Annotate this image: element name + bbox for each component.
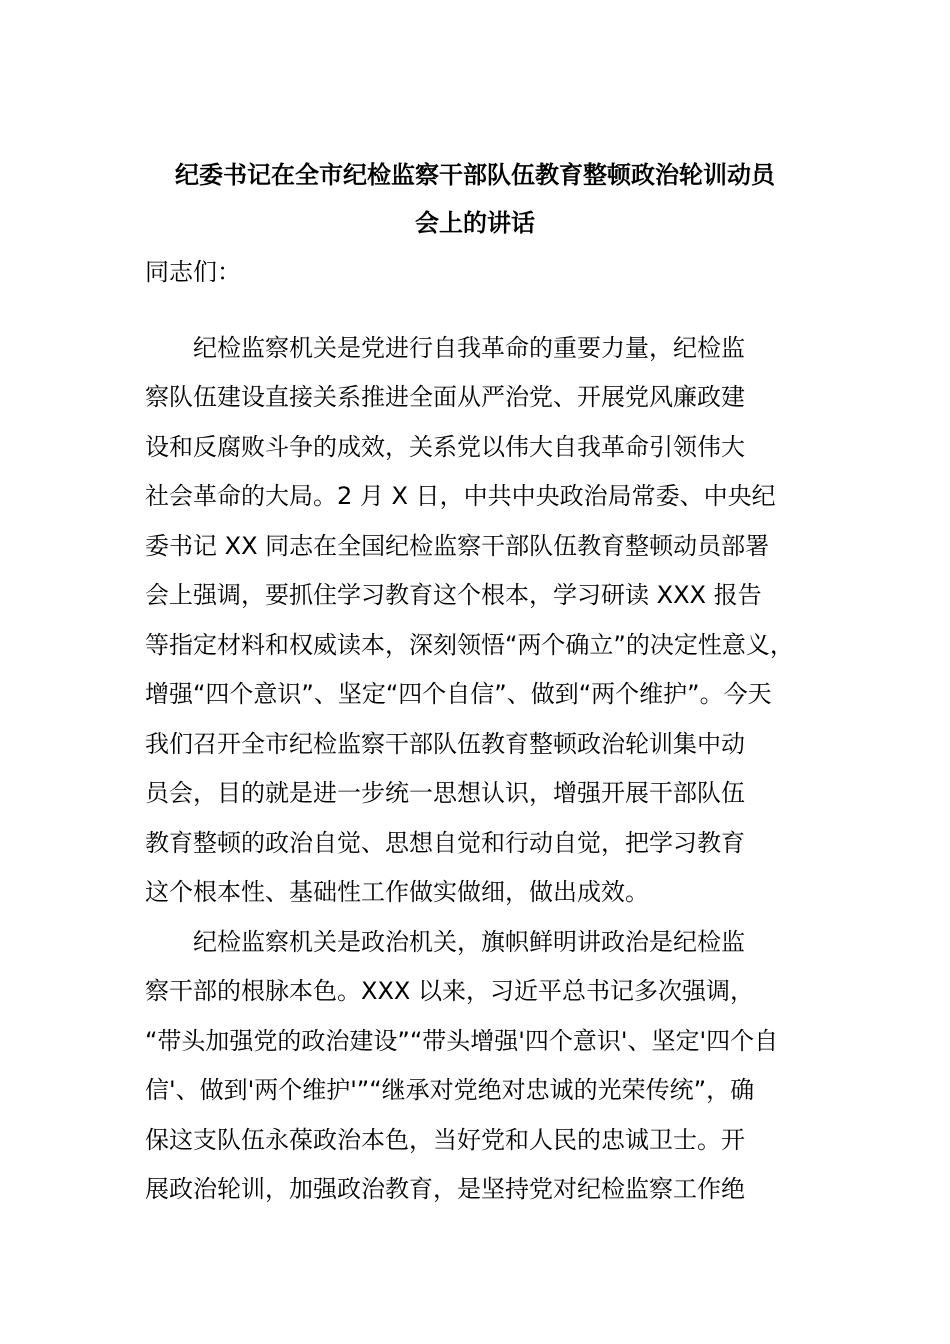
paragraph-line: 设和反腐败斗争的成效，关系党以伟大自我革命引领伟大 xyxy=(145,433,745,461)
paragraph-line: 信'、做到'两个维护'”“继承对党绝对忠诚的光荣传统”，确 xyxy=(145,1076,755,1104)
paragraph-line: 察队伍建设直接关系推进全面从严治党、开展党风廉政建 xyxy=(145,383,745,411)
paragraph-line: “带头加强党的政治建设”“带头增强'四个意识'、坚定'四个自 xyxy=(145,1027,779,1055)
paragraph-line: 纪检监察机关是党进行自我革命的重要力量，纪检监 xyxy=(193,334,745,362)
salutation: 同志们： xyxy=(145,258,241,286)
paragraph-line: 展政治轮训，加强政治教育，是坚持党对纪检监察工作绝 xyxy=(145,1175,745,1203)
paragraph-line: 员会，目的就是进一步统一思想认识，增强开展干部队伍 xyxy=(145,779,745,807)
paragraph-line: 纪检监察机关是政治机关，旗帜鲜明讲政治是纪检监 xyxy=(193,928,745,956)
paragraph-line: 委书记 XX 同志在全国纪检监察干部队伍教育整顿动员部署 xyxy=(145,532,770,560)
document-title-line-2: 会上的讲话 xyxy=(415,209,535,237)
paragraph-line: 保这支队伍永葆政治本色，当好党和人民的忠诚卫士。开 xyxy=(145,1126,745,1154)
document-title-line-1: 纪委书记在全市纪检监察干部队伍教育整顿政治轮训动员 xyxy=(175,161,775,189)
paragraph-line: 教育整顿的政治自觉、思想自觉和行动自觉，把学习教育 xyxy=(145,829,745,857)
paragraph-line: 我们召开全市纪检监察干部队伍教育整顿政治轮训集中动 xyxy=(145,730,745,758)
paragraph-line: 社会革命的大局。2 月 X 日，中共中央政治局常委、中央纪 xyxy=(145,482,776,510)
paragraph-line: 这个根本性、基础性工作做实做细，做出成效。 xyxy=(145,878,649,906)
paragraph-line: 增强“四个意识”、坚定“四个自信”、做到“两个维护”。今天 xyxy=(145,680,772,708)
paragraph-line: 会上强调，要抓住学习教育这个根本，学习研读 XXX 报告 xyxy=(145,581,762,609)
paragraph-line: 察干部的根脉本色。XXX 以来，习近平总书记多次强调， xyxy=(145,977,754,1005)
paragraph-line: 等指定材料和权威读本，深刻领悟“两个确立”的决定性意义， xyxy=(145,631,794,659)
